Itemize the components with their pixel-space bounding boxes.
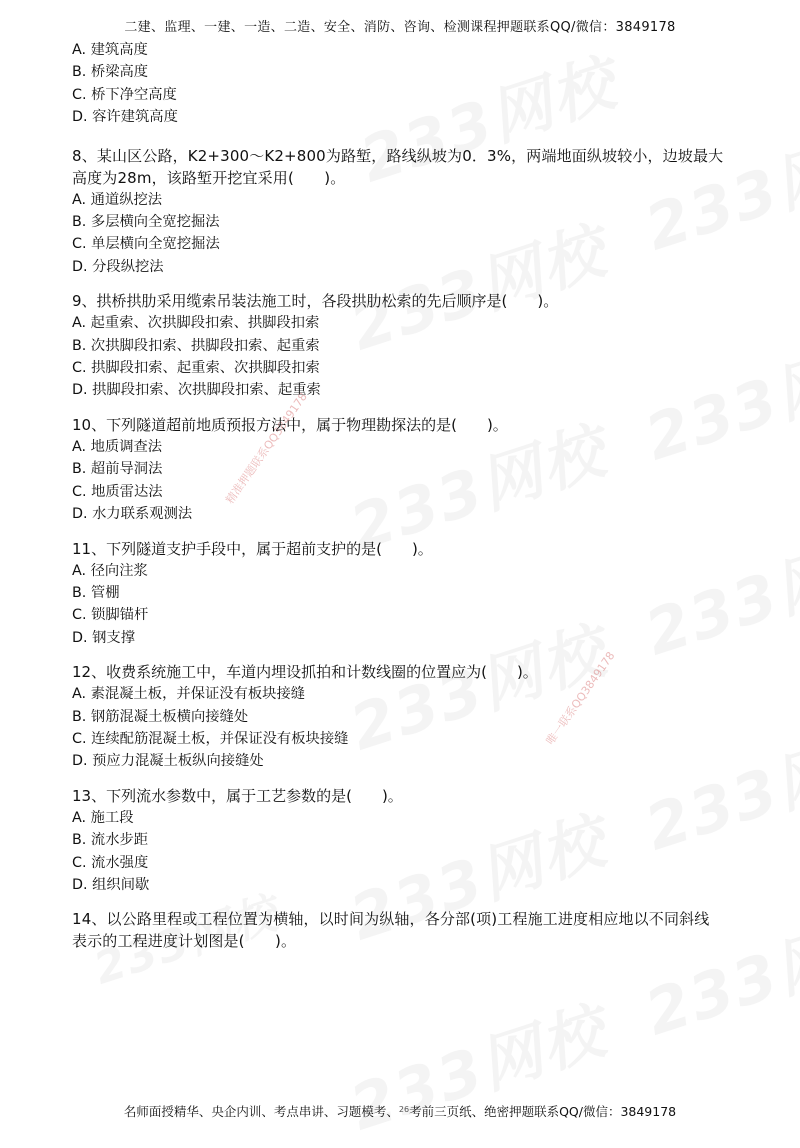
question-text: 9、拱桥拱肋采用缆索吊装法施工时，各段拱肋松索的先后顺序是( )。: [72, 292, 559, 311]
page-number: 26: [398, 1105, 410, 1114]
watermark-logo: [338, 981, 616, 1147]
question-text: 11、下列隧道支护手段中，属于超前支护的是( )。: [72, 539, 433, 558]
question-13: [72, 785, 732, 897]
option: D. 钢支撑: [72, 629, 135, 646]
question-text: 12、收费系统施工中，车道内埋设抓拍和计数线圈的位置应为( )。: [72, 663, 538, 682]
option: A. 地质调查法: [72, 438, 163, 455]
option: A. 素混凝土板，并保证没有板块接缝: [72, 686, 306, 703]
option: B. 超前导洞法: [72, 461, 163, 478]
option: B. 钢筋混凝土板横向接缝处: [72, 708, 249, 725]
option: B. 次拱脚段扣索、拱脚段扣索、起重索: [72, 337, 320, 354]
question-10: [72, 414, 732, 526]
option: D. 分段纵挖法: [72, 258, 164, 275]
option: C. 流水强度: [72, 854, 149, 871]
option: D. 拱脚段扣索、次拱脚段扣索、起重索: [72, 382, 321, 399]
option: A. 施工段: [72, 809, 134, 826]
prev-question-options: [72, 39, 732, 129]
watermark-stamp: 精准押题联系QQ3849178: [223, 390, 310, 507]
question-text: 10、下列隧道超前地质预报方法中，属于物理勘探法的是( )。: [72, 415, 508, 434]
option: A. 起重索、次拱脚段扣索、拱脚段扣索: [72, 315, 320, 332]
page-footer: [0, 1102, 800, 1120]
option: A. 建筑高度: [72, 42, 148, 58]
option: D. 预应力混凝土板纵向接缝处: [72, 753, 264, 770]
question-8: [72, 145, 732, 279]
option: B. 流水步距: [72, 832, 149, 849]
option: A. 径向注浆: [72, 562, 148, 579]
option: D. 容许建筑高度: [72, 109, 178, 126]
question-11: [72, 538, 732, 650]
option: C. 连续配筋混凝土板，并保证没有板块接缝: [72, 730, 349, 747]
option: C. 桥下净空高度: [72, 86, 177, 103]
question-14: [72, 908, 732, 952]
page-header: 二建、监理、一建、一造、二造、安全、消防、咨询、检测课程押题联系QQ/微信：3849178: [124, 20, 676, 35]
option: B. 多层横向全宽挖掘法: [72, 214, 220, 231]
option: D. 水力联系观测法: [72, 506, 193, 523]
question-text: 14、以公路里程或工程位置为横轴，以时间为纵轴，各分部(项)工程施工进度相应地以不同斜线表示的工程进度计划图是( )。: [72, 910, 710, 951]
question-12: [72, 661, 732, 773]
question-text: 13、下列流水参数中，属于工艺参数的是( )。: [72, 786, 403, 805]
footer-text: 考前三页纸、绝密押题联系QQ/微信：3849178: [409, 1104, 677, 1119]
question-text: 8、某山区公路，K2+300～K2+800为路堑，路线纵坡为0．3%，两端地面纵坡较小，边坡最大高度为28m，该路堑开挖宜采用( )。: [72, 146, 724, 187]
watermark-stamp: 唯一联系QQ3849178: [543, 649, 618, 748]
option: B. 桥梁高度: [72, 64, 149, 81]
option: C. 单层横向全宽挖掘法: [72, 236, 220, 253]
option: B. 管棚: [72, 584, 120, 601]
option: A. 通道纵挖法: [72, 191, 163, 208]
option: C. 地质雷达法: [72, 483, 163, 500]
page-content: [72, 39, 732, 952]
option: C. 拱脚段扣索、起重索、次拱脚段扣索: [72, 360, 320, 377]
option: D. 组织间歇: [72, 876, 150, 893]
question-9: [72, 290, 732, 402]
footer-text: 名师面授精华、央企内训、考点串讲、习题模考、: [123, 1104, 399, 1119]
option: C. 锁脚锚杆: [72, 607, 149, 624]
